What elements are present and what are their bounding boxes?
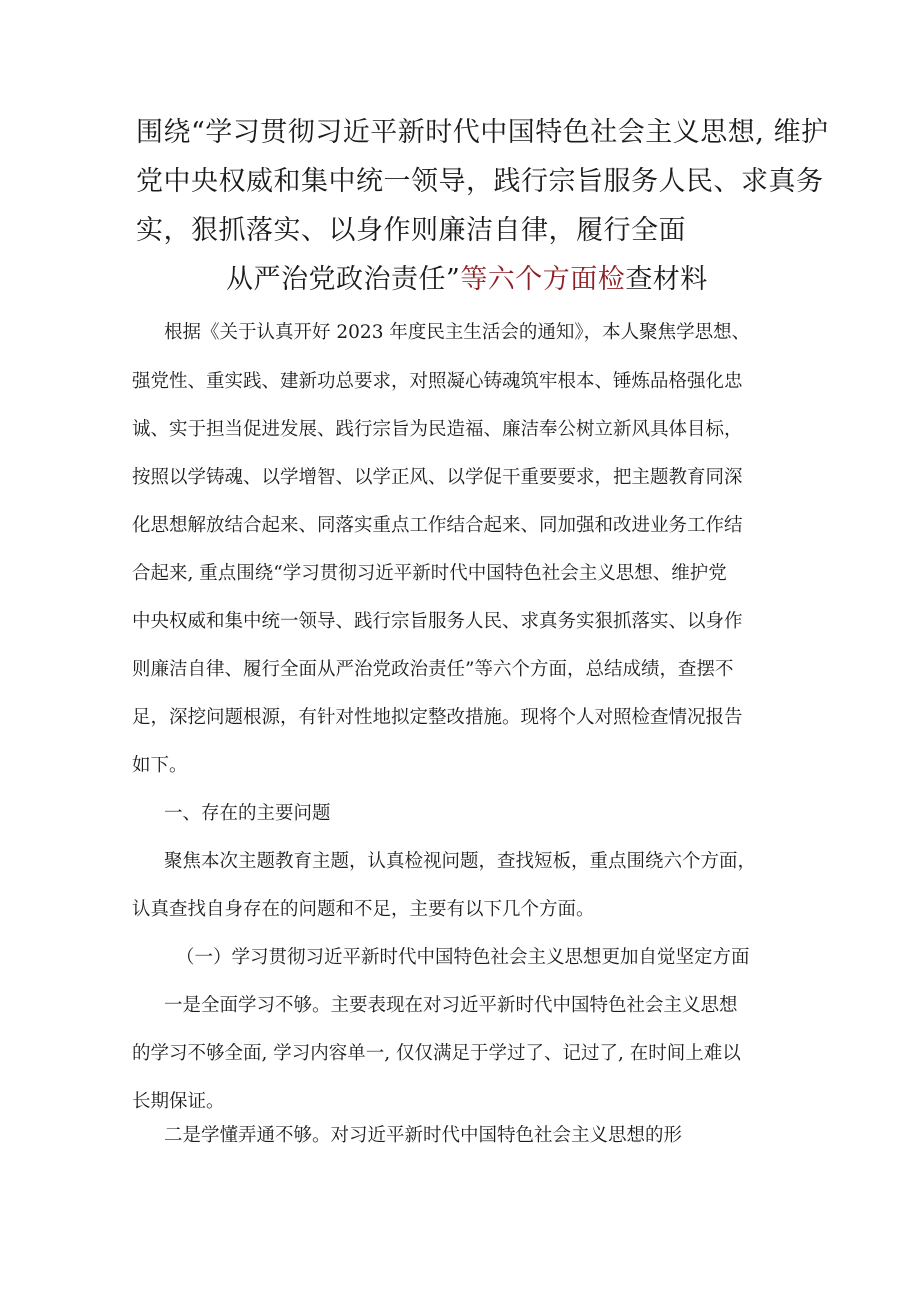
para-2-line-1: 聚焦本次主题教育主题，认真检视问题，查找短板，重点围绕六个方面，	[164, 851, 757, 872]
para-1-line-2: 强党性、重实践、建新功总要求，对照凝心铸魂筑牢根本、锤炼品格强化忠	[132, 371, 743, 392]
subsection-heading-1: （一）学习贯彻习近平新时代中国特色社会主义思想更加自觉坚定方面	[176, 947, 750, 968]
para-1-line-1: 根据《关于认真开好 2023 年度民主生活会的通知》，本人聚焦学思想、	[164, 322, 751, 343]
section-heading-1: 一、存在的主要问题	[164, 803, 331, 824]
title-line-2: 党中央权威和集中统一领导，践行宗旨服务人民、求真务	[136, 166, 824, 197]
para-1-line-4: 按照以学铸魂、以学增智、以学正风、以学促干重要要求，把主题教育同深	[132, 467, 743, 488]
para-1-line-10: 如下。	[132, 755, 188, 776]
para-1-line-9: 足，深挖问题根源，有针对性地拟定整改措施。现将个人对照检查情况报告	[132, 707, 743, 728]
para-3-line-1: 一是全面学习不够。主要表现在对习近平新时代中国特色社会主义思想	[164, 995, 738, 1016]
title-line-4-part3: 查材料	[625, 264, 708, 295]
para-3-line-2: 的学习不够全面, 学习内容单一, 仅仅满足于学过了、记过了, 在时间上难以	[132, 1043, 741, 1064]
para-1-line-5: 化思想解放结合起来、同落实重点工作结合起来、同加强和改进业务工作结	[132, 515, 743, 536]
title-line-4	[226, 264, 708, 296]
para-4-line-1: 二是学懂弄通不够。对习近平新时代中国特色社会主义思想的形	[164, 1125, 683, 1146]
para-1-line-7: 中央权威和集中统一领导、践行宗旨服务人民、求真务实狠抓落实、以身作	[132, 611, 743, 632]
para-1-line-6: 合起来, 重点围绕“学习贯彻习近平新时代中国特色社会主义思想、维护党	[132, 563, 727, 584]
para-2-line-2: 认真查找自身存在的问题和不足，主要有以下几个方面。	[132, 899, 595, 920]
title-line-4-part1: 从严治党政治责任”	[226, 264, 461, 295]
title-line-3: 实，狠抓落实、以身作则廉洁自律，履行全面	[136, 215, 686, 246]
para-1-line-3: 诚、实于担当促进发展、践行宗旨为民造福、廉洁奉公树立新风具体目标，	[132, 419, 743, 440]
para-3-line-3: 长期保证。	[132, 1091, 225, 1112]
para-1-line-8: 则廉洁自律、履行全面从严治党政治责任”等六个方面，总结成绩，查摆不	[132, 659, 734, 680]
title-line-1: 围绕“学习贯彻习近平新时代中国特色社会主义思想, 维护	[136, 117, 829, 148]
title-line-4-accent: 等六个方面检	[460, 264, 626, 295]
